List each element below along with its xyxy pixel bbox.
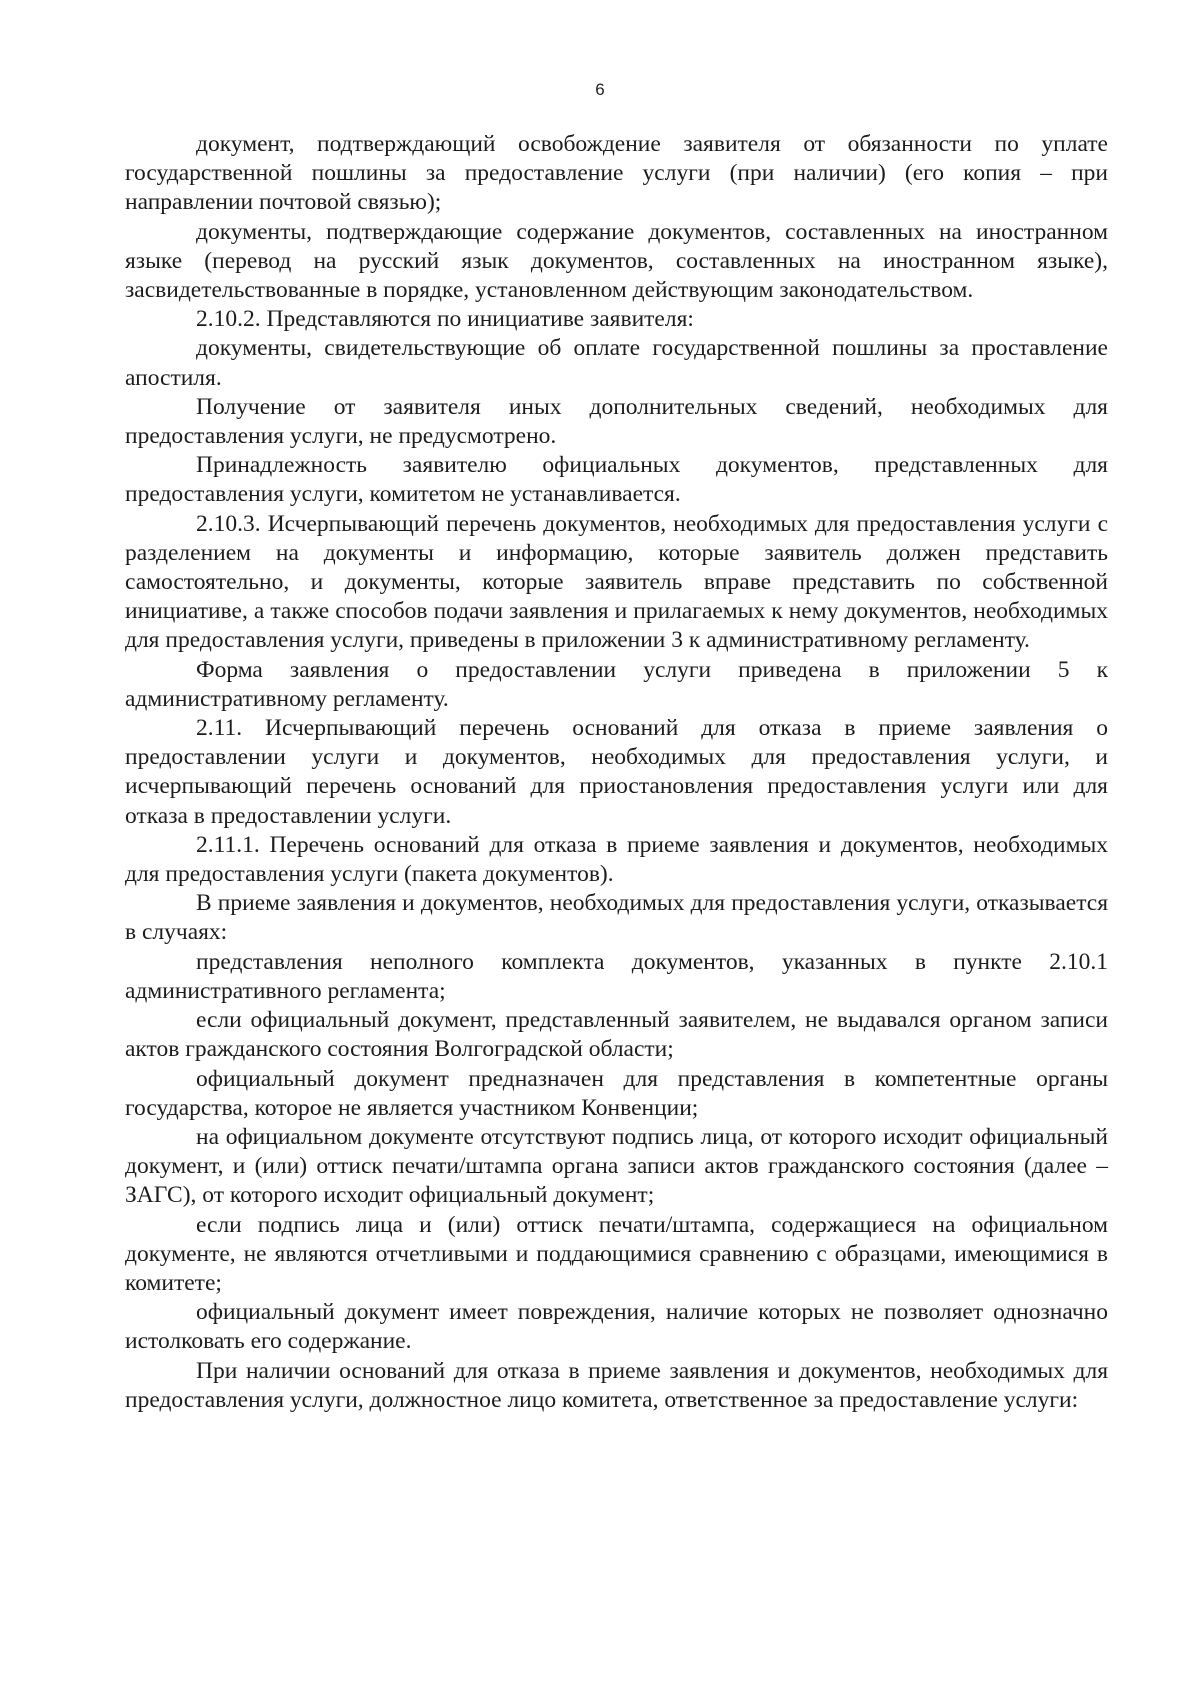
paragraph-9: 2.11. Исчерпывающий перечень оснований для отказа в приеме заявления о предоставлении услуги и документов, необходимых для предоставления услуги, и исчерпывающий перечень оснований для приостановления предоставления услуги или для отказа в предоставлении услуги. bbox=[125, 715, 1108, 829]
paragraph-7: 2.10.3. Исчерпывающий перечень документов, необходимых для предоставления услуги с разделением на документы и информацию, которые заявитель должен представить самостоятельно, и документы, которые заявитель вправе представить по собственной инициативе, а также способов подачи заявления и прилагаемых к нему документов, необходимых для предоставления услуги, приведены в приложении 3 к административному регламенту. bbox=[125, 510, 1108, 654]
paragraph-2: документы, подтверждающие содержание документов, составленных на иностранном языке (перевод на русский язык документов, составленных на иностранном языке), засвидетельствованные в порядке, установленном действующим законодательством. bbox=[125, 218, 1108, 304]
paragraph-14: официальный документ предназначен для представления в компетентные органы государства, которое не является участником Конвенции; bbox=[125, 1065, 1108, 1121]
document-body bbox=[125, 130, 1108, 1415]
paragraph-15: на официальном документе отсутствуют подпись лица, от которого исходит официальный документ, и (или) оттиск печати/штампа органа записи актов гражданского состояния (далее – ЗАГС), от которого исходит официальный документ; bbox=[125, 1123, 1108, 1209]
paragraph-11: В приеме заявления и документов, необходимых для предоставления услуги, отказывается в случаях: bbox=[125, 890, 1108, 946]
paragraph-4: документы, свидетельствующие об оплате государственной пошлины за проставление апостиля. bbox=[125, 335, 1108, 391]
paragraph-10: 2.11.1. Перечень оснований для отказа в приеме заявления и документов, необходимых для предоставления услуги (пакета документов). bbox=[125, 831, 1108, 888]
paragraph-1: документ, подтверждающий освобождение заявителя от обязанности по уплате государственной пошлины за предоставление услуги (при наличии) (его копия – при направлении почтовой связью); bbox=[125, 131, 1108, 216]
paragraph-6: Принадлежность заявителю официальных документов, представленных для предоставления услуги, комитетом не устанавливается. bbox=[125, 452, 1108, 508]
paragraph-17: официальный документ имеет повреждения, наличие которых не позволяет однозначно истолковать его содержание. bbox=[125, 1299, 1108, 1355]
paragraph-12: представления неполного комплекта документов, указанных в пункте 2.10.1 административного регламента; bbox=[125, 948, 1108, 1004]
paragraph-8: Форма заявления о предоставлении услуги приведена в приложении 5 к административному регламенту. bbox=[125, 656, 1108, 712]
page-number: 6 bbox=[595, 80, 605, 99]
paragraph-18: При наличии оснований для отказа в приеме заявления и документов, необходимых для предоставления услуги, должностное лицо комитета, ответственное за предоставление услуги: bbox=[125, 1357, 1108, 1413]
paragraph-3: 2.10.2. Представляются по инициативе заявителя: bbox=[196, 306, 694, 333]
paragraph-13: если официальный документ, представленный заявителем, не выдавался органом записи актов гражданского состояния Волгоградской области; bbox=[125, 1007, 1108, 1063]
paragraph-16: если подпись лица и (или) оттиск печати/штампа, содержащиеся на официальном документе, не являются отчетливыми и поддающимися сравнению с образцами, имеющимися в комитете; bbox=[125, 1211, 1108, 1296]
paragraph-5: Получение от заявителя иных дополнительных сведений, необходимых для предоставления услуги, не предусмотрено. bbox=[125, 393, 1108, 450]
